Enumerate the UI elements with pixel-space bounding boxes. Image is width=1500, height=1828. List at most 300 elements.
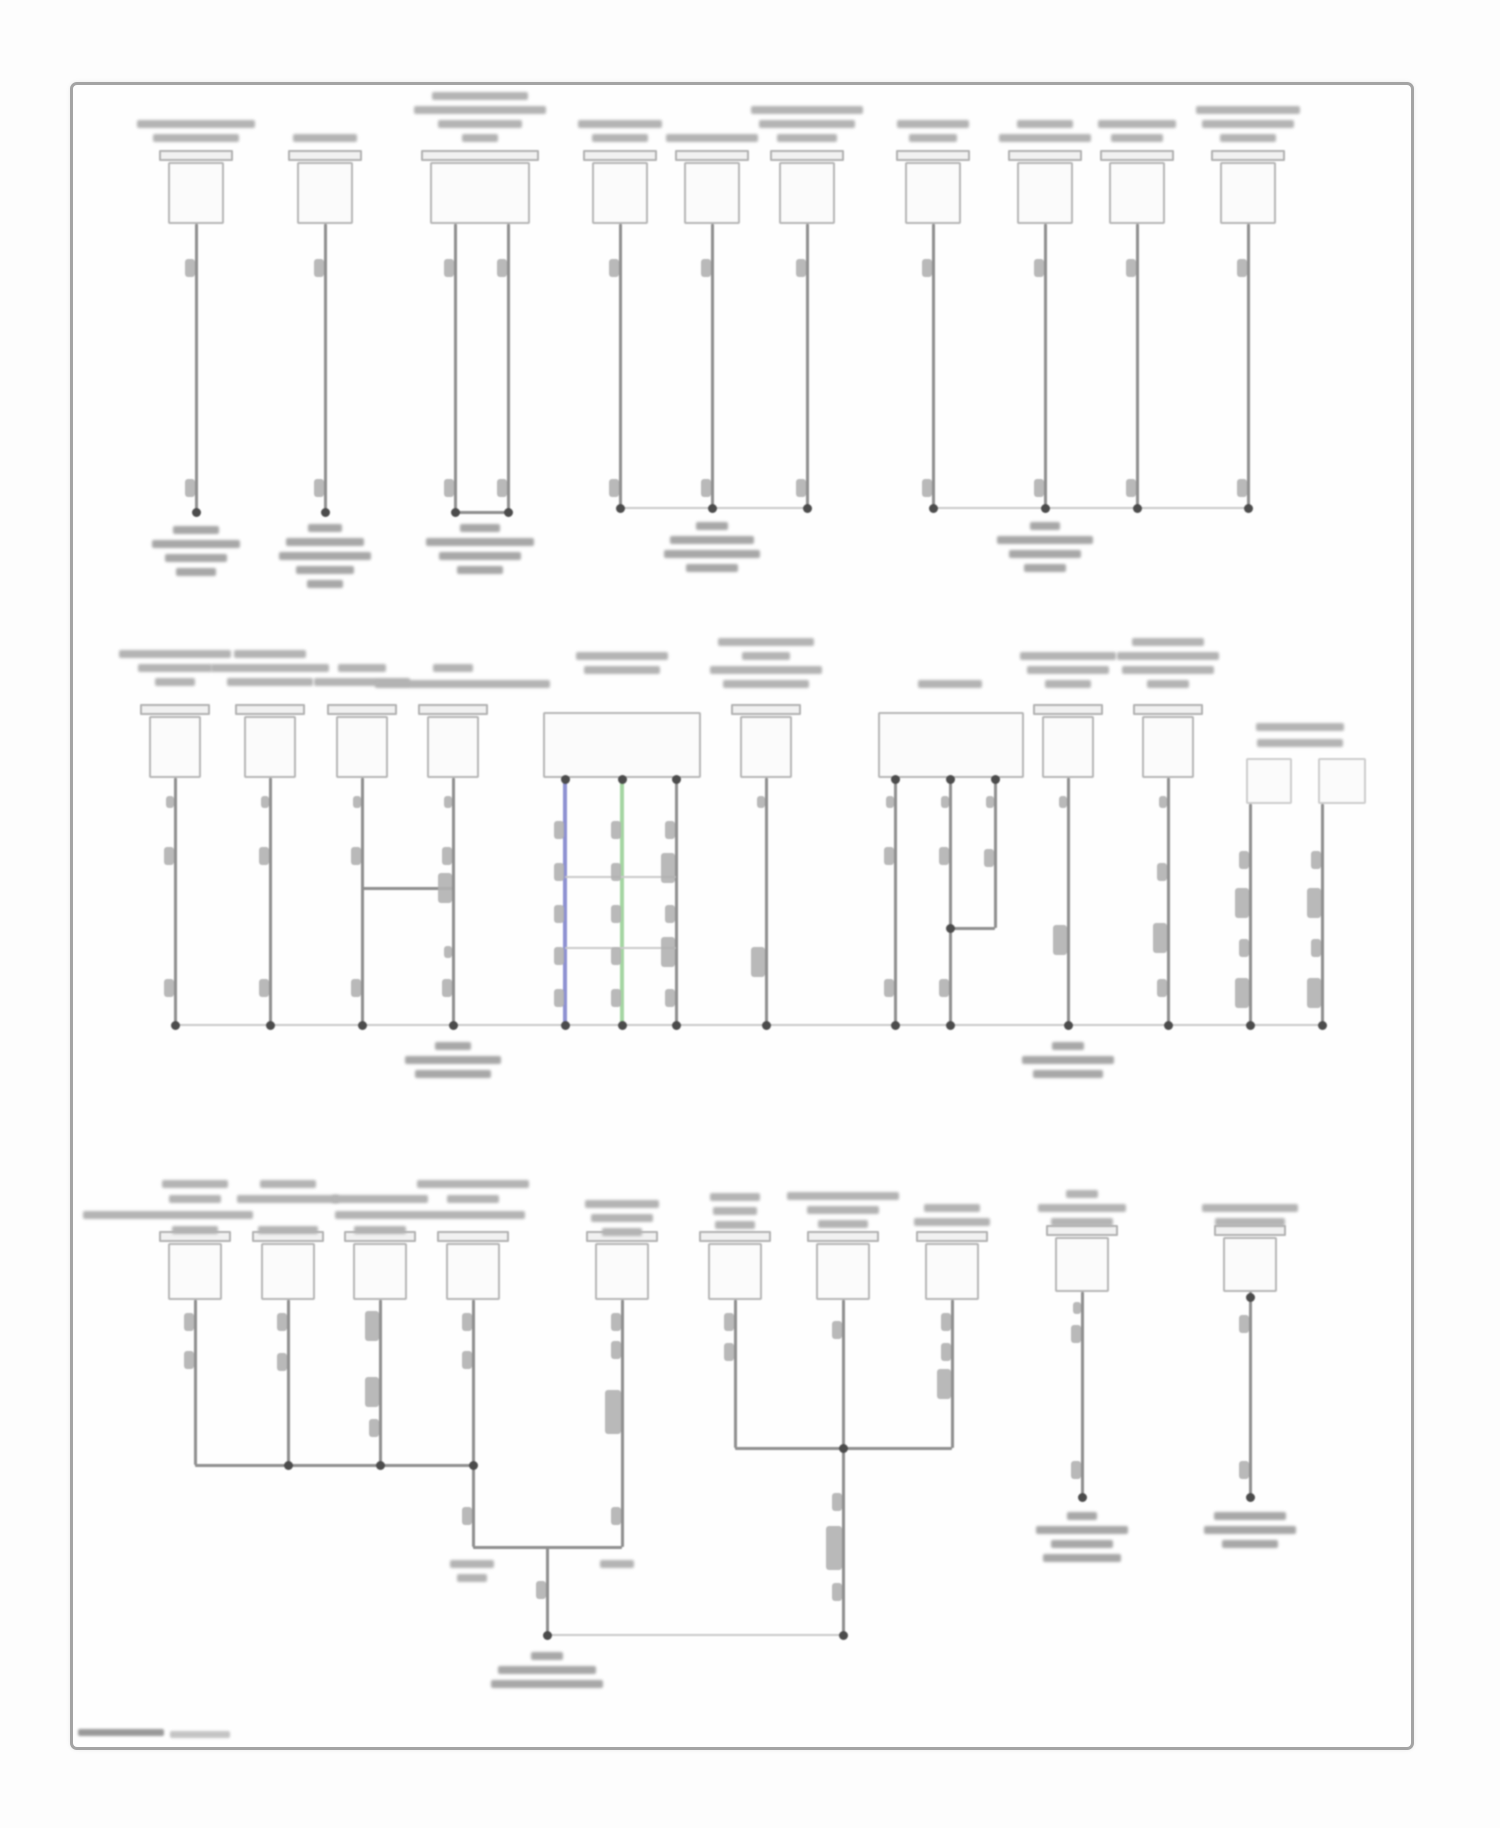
label-line <box>462 134 498 142</box>
label-line <box>1196 106 1300 114</box>
ground-label-line <box>1024 564 1066 572</box>
junction-dot <box>561 775 570 784</box>
junction-dot <box>616 504 625 513</box>
connector-cap <box>731 704 801 715</box>
bus-segment <box>547 1634 843 1636</box>
component-box <box>168 162 224 224</box>
inline-connector <box>724 1343 734 1361</box>
label-line <box>162 1180 228 1188</box>
inline-connector <box>1034 259 1044 277</box>
connector-cap <box>235 704 305 715</box>
inline-connector <box>554 821 564 839</box>
inline-connector <box>1237 479 1247 497</box>
junction-dot <box>358 1021 367 1030</box>
inline-connector <box>554 863 564 881</box>
label-line <box>602 1228 642 1236</box>
component-box <box>353 1243 407 1300</box>
inline-connector <box>1237 259 1247 277</box>
inline-connector <box>984 849 994 867</box>
junction-dot <box>891 775 900 784</box>
label-line <box>447 1195 499 1203</box>
inline-connector <box>611 863 621 881</box>
label-line <box>237 1195 339 1203</box>
label-line <box>433 664 473 672</box>
junction-dot <box>449 1021 458 1030</box>
junction-dot <box>1078 1493 1087 1502</box>
label-line <box>592 134 648 142</box>
connector-cap <box>1008 150 1082 161</box>
ground-label-line <box>308 524 342 532</box>
inline-connector <box>444 796 452 808</box>
inline-connector <box>611 1313 621 1331</box>
junction-dot <box>672 775 681 784</box>
ground-label-line <box>173 526 219 534</box>
label-line <box>742 652 790 660</box>
label-line <box>1027 666 1109 674</box>
label-line <box>584 666 660 674</box>
ground-label-line <box>531 1652 563 1660</box>
label-line <box>354 1226 406 1234</box>
inline-connector <box>1157 863 1167 881</box>
label-line <box>438 120 522 128</box>
ground-label-line <box>997 536 1093 544</box>
label-line <box>909 134 957 142</box>
component-box <box>925 1243 979 1300</box>
inline-connector <box>314 479 324 497</box>
junction-dot <box>803 504 812 513</box>
label-line <box>1122 666 1214 674</box>
junction-dot <box>708 504 717 513</box>
ground-label-line <box>307 580 343 588</box>
label-line <box>710 1193 760 1201</box>
ground-label-line <box>176 568 216 576</box>
inline-connector <box>701 259 711 277</box>
connector-cap <box>140 704 210 715</box>
inline-connector <box>164 979 174 997</box>
component-box <box>1220 162 1276 224</box>
label-line <box>710 666 822 674</box>
inline-connector <box>185 259 195 277</box>
inline-connector <box>314 259 324 277</box>
ground-label-line <box>426 538 534 546</box>
component-box <box>168 1243 222 1300</box>
ground-label-line <box>1204 1526 1296 1534</box>
component-box <box>430 162 530 224</box>
inline-connector <box>611 905 621 923</box>
junction-dot <box>192 508 201 517</box>
label-line <box>1202 1204 1298 1212</box>
inline-connector <box>609 479 619 497</box>
junction-dot <box>1246 1293 1255 1302</box>
junction-dot <box>543 1631 552 1640</box>
ground-label-line <box>405 1056 501 1064</box>
label-line <box>1098 120 1176 128</box>
component-box <box>149 716 201 778</box>
label-line <box>1220 134 1276 142</box>
inline-connector <box>665 905 675 923</box>
ground-label-line <box>498 1666 596 1674</box>
connector-cap <box>1100 150 1174 161</box>
label-line <box>591 1214 653 1222</box>
connector-cap <box>896 150 970 161</box>
ground-label-line <box>664 550 760 558</box>
inline-connector <box>1153 923 1167 953</box>
label-line <box>585 1200 659 1208</box>
label-line <box>787 1192 899 1200</box>
wire-segment-blue <box>563 778 567 1025</box>
inline-connector <box>185 479 195 497</box>
inline-connector <box>365 1311 379 1341</box>
label-line <box>715 1221 755 1229</box>
connector-cap <box>699 1231 771 1242</box>
junction-dot <box>991 775 1000 784</box>
ground-label-line <box>152 540 240 548</box>
watermark-text <box>78 1729 164 1736</box>
inline-connector <box>724 1313 734 1331</box>
inline-connector <box>365 1377 379 1407</box>
label-line <box>432 92 528 100</box>
inline-connector <box>442 847 452 865</box>
inline-connector <box>1311 939 1321 957</box>
connector-cap <box>916 1231 988 1242</box>
inline-connector <box>497 259 507 277</box>
component-box <box>261 1243 315 1300</box>
label-line <box>723 680 809 688</box>
inline-connector <box>941 1313 951 1331</box>
label-line <box>335 1211 525 1219</box>
ground-label-line <box>435 1042 471 1050</box>
wire-segment <box>675 778 678 1025</box>
ground-label-line <box>1222 1540 1278 1548</box>
inline-connector <box>886 796 894 808</box>
inline-connector <box>1235 978 1249 1008</box>
label-line <box>153 134 239 142</box>
label-line <box>924 1204 980 1212</box>
label-line <box>807 1206 879 1214</box>
inline-connector <box>462 1507 472 1525</box>
junction-dot <box>929 504 938 513</box>
ground-label-line <box>1030 522 1060 530</box>
inline-connector <box>611 821 621 839</box>
ground-label-line <box>1214 1512 1286 1520</box>
label-line <box>1020 652 1116 660</box>
label-line <box>666 134 758 142</box>
label-line <box>1257 739 1343 747</box>
connector-cap <box>770 150 844 161</box>
label-line <box>1017 120 1073 128</box>
label-line <box>375 680 550 688</box>
connector-cap <box>1211 150 1285 161</box>
label-line <box>293 134 357 142</box>
inline-connector <box>609 259 619 277</box>
inline-connector <box>444 946 452 958</box>
inline-connector <box>605 1390 621 1434</box>
inline-connector <box>611 947 621 965</box>
connector-cap <box>1133 704 1203 715</box>
inline-connector <box>661 853 675 883</box>
ground-label-line <box>439 552 521 560</box>
ground-label-line <box>1043 1554 1121 1562</box>
inline-connector <box>166 796 174 808</box>
label-line <box>1045 680 1091 688</box>
wire-segment <box>195 1464 473 1467</box>
ground-label-line <box>286 538 364 546</box>
label-line <box>83 1211 253 1219</box>
ground-label-line <box>279 552 371 560</box>
junction-dot <box>1133 504 1142 513</box>
junction-dot <box>1246 1493 1255 1502</box>
wire-segment <box>455 511 508 514</box>
inline-connector <box>884 979 894 997</box>
component-box <box>878 712 1024 778</box>
component-box <box>816 1243 870 1300</box>
label-line <box>600 1560 634 1568</box>
inline-connector <box>1059 796 1067 808</box>
ground-label-line <box>1033 1070 1103 1078</box>
label-line <box>1202 120 1294 128</box>
inline-connector <box>937 1369 951 1399</box>
inline-connector <box>1159 796 1167 808</box>
label-line <box>1215 1218 1285 1226</box>
ground-label-line <box>1022 1056 1114 1064</box>
label-line <box>897 120 969 128</box>
label-line <box>137 120 255 128</box>
inline-connector <box>1126 479 1136 497</box>
inline-connector <box>462 1351 472 1369</box>
junction-dot <box>762 1021 771 1030</box>
inline-connector <box>941 796 949 808</box>
inline-connector <box>1034 479 1044 497</box>
inline-connector <box>554 905 564 923</box>
junction-dot <box>561 1021 570 1030</box>
junction-dot <box>284 1461 293 1470</box>
inline-connector <box>884 847 894 865</box>
component-box <box>336 716 388 778</box>
ground-label-line <box>1051 1540 1113 1548</box>
inline-connector <box>536 1581 546 1599</box>
inline-connector <box>832 1583 842 1601</box>
wire-segment <box>952 927 995 930</box>
bus-segment <box>175 1024 1322 1026</box>
inline-connector <box>1071 1325 1081 1343</box>
inline-connector <box>941 1343 951 1361</box>
ground-label-line <box>686 564 738 572</box>
label-line <box>138 664 212 672</box>
junction-dot <box>504 508 513 517</box>
label-line <box>713 1207 757 1215</box>
wire-segment <box>765 778 768 1025</box>
inline-connector <box>1239 939 1249 957</box>
inline-connector <box>1239 851 1249 869</box>
inline-connector <box>611 1507 621 1525</box>
label-line <box>1256 723 1344 731</box>
wire-segment <box>1067 778 1070 1025</box>
junction-dot <box>946 1021 955 1030</box>
label-line <box>450 1560 494 1568</box>
inline-connector <box>796 479 806 497</box>
connector-cap <box>1033 704 1103 715</box>
connector-cap <box>288 150 362 161</box>
component-box <box>1042 716 1094 778</box>
label-line <box>414 106 546 114</box>
label-line <box>227 678 313 686</box>
inline-connector <box>1053 925 1067 955</box>
component-box <box>740 716 792 778</box>
watermark-text <box>170 1731 230 1738</box>
inline-connector <box>661 937 675 967</box>
ground-label-line <box>1036 1526 1128 1534</box>
label-line <box>1111 134 1163 142</box>
junction-dot <box>891 1021 900 1030</box>
junction-dot <box>1064 1021 1073 1030</box>
junction-dot <box>266 1021 275 1030</box>
component-box <box>1055 1237 1109 1292</box>
component-box <box>708 1243 762 1300</box>
inline-connector <box>277 1313 287 1331</box>
label-line <box>211 664 329 672</box>
inline-connector <box>444 259 454 277</box>
inline-connector <box>1311 851 1321 869</box>
inline-connector <box>259 847 269 865</box>
inline-connector <box>611 989 621 1007</box>
ground-label-line <box>1067 1512 1097 1520</box>
label-line <box>1066 1190 1098 1198</box>
component-box <box>1246 758 1292 804</box>
component-box <box>1109 162 1165 224</box>
component-box <box>779 162 835 224</box>
bus-segment <box>933 507 1248 509</box>
component-box <box>905 162 961 224</box>
label-line <box>751 106 863 114</box>
inline-connector <box>939 979 949 997</box>
inline-connector <box>1071 1461 1081 1479</box>
component-box <box>446 1243 500 1300</box>
inline-connector <box>462 1313 472 1331</box>
label-line <box>332 1195 428 1203</box>
ground-label-line <box>696 522 728 530</box>
junction-dot <box>321 508 330 517</box>
component-box <box>297 162 353 224</box>
label-line <box>999 134 1091 142</box>
junction-dot <box>946 775 955 784</box>
label-line <box>155 678 195 686</box>
component-box <box>1318 758 1366 804</box>
connector-cap <box>327 704 397 715</box>
inline-connector <box>261 796 269 808</box>
inline-connector <box>351 847 361 865</box>
label-line <box>576 652 668 660</box>
junction-dot <box>171 1021 180 1030</box>
inline-connector <box>611 1341 621 1359</box>
inline-connector <box>939 847 949 865</box>
label-line <box>1132 638 1204 646</box>
connector-cap <box>583 150 657 161</box>
inline-connector <box>1239 1461 1249 1479</box>
inline-connector <box>665 821 675 839</box>
inline-connector <box>922 259 932 277</box>
junction-dot <box>672 1021 681 1030</box>
ground-label-line <box>670 536 754 544</box>
component-box <box>244 716 296 778</box>
label-line <box>918 680 982 688</box>
inline-connector <box>1073 1302 1081 1314</box>
junction-dot <box>1318 1021 1327 1030</box>
inline-connector <box>353 796 361 808</box>
label-line <box>417 1180 529 1188</box>
label-line <box>1051 1218 1113 1226</box>
ground-label-line <box>1052 1042 1084 1050</box>
ground-label-line <box>457 566 503 574</box>
inline-connector <box>442 979 452 997</box>
label-line <box>169 1195 221 1203</box>
inline-connector <box>665 989 675 1007</box>
inline-connector <box>277 1353 287 1371</box>
junction-dot <box>618 775 627 784</box>
ground-label-line <box>491 1680 603 1688</box>
inline-connector <box>554 947 564 965</box>
connector-cap <box>437 1231 509 1242</box>
inline-connector <box>164 847 174 865</box>
inline-connector <box>184 1313 194 1331</box>
junction-dot <box>1041 504 1050 513</box>
inline-connector <box>986 796 994 808</box>
label-line <box>1038 1204 1126 1212</box>
label-line <box>914 1218 990 1226</box>
label-line <box>718 638 814 646</box>
inline-connector <box>826 1526 842 1570</box>
label-line <box>1117 652 1219 660</box>
label-line <box>172 1226 218 1234</box>
label-line <box>258 1226 318 1234</box>
inline-connector <box>1126 259 1136 277</box>
connector-cap <box>418 704 488 715</box>
inline-connector <box>751 947 765 977</box>
label-line <box>1147 680 1189 688</box>
inline-connector <box>832 1321 842 1339</box>
ground-label-line <box>165 554 227 562</box>
label-line <box>234 650 306 658</box>
component-box <box>592 162 648 224</box>
component-box <box>1017 162 1073 224</box>
ground-label-line <box>460 524 500 532</box>
junction-dot <box>376 1461 385 1470</box>
inline-connector <box>832 1493 842 1511</box>
junction-dot <box>451 508 460 517</box>
inline-connector <box>757 796 765 808</box>
inline-connector <box>184 1351 194 1369</box>
connector-cap <box>675 150 749 161</box>
inline-connector <box>1235 888 1249 918</box>
junction-dot <box>839 1631 848 1640</box>
label-line <box>119 650 231 658</box>
component-box <box>595 1243 649 1300</box>
ground-label-line <box>1009 550 1081 558</box>
label-line <box>578 120 662 128</box>
inline-connector <box>497 479 507 497</box>
junction-dot <box>1246 1021 1255 1030</box>
wire-segment-green <box>620 778 624 1025</box>
component-box <box>1223 1237 1277 1292</box>
inline-connector <box>1239 1315 1249 1333</box>
label-line <box>338 664 386 672</box>
inline-connector <box>1307 978 1321 1008</box>
connector-cap <box>807 1231 879 1242</box>
inline-connector <box>444 479 454 497</box>
connector-cap <box>1214 1225 1286 1236</box>
junction-dot <box>618 1021 627 1030</box>
inline-connector <box>922 479 932 497</box>
inline-connector <box>554 989 564 1007</box>
